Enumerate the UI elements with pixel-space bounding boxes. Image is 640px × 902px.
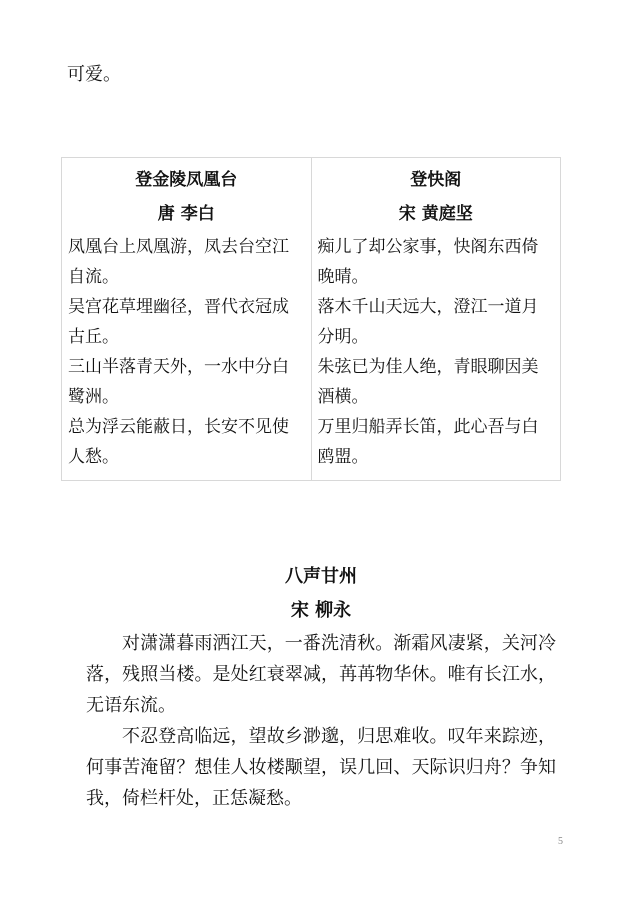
poem-title: 登快阁 [410, 170, 462, 190]
poem-line: 朱弦已为佳人绝，青眼聊因美酒横。 [317, 357, 539, 407]
table-row [62, 158, 561, 481]
ci-author: 宋 柳永 [290, 600, 352, 621]
continuation-text: 可爱。 [67, 64, 121, 85]
poem-comparison-table [61, 157, 561, 481]
poem-cell-left [62, 158, 312, 481]
poem-line: 落木千山天远大，澄江一道月分明。 [317, 297, 539, 347]
ci-title: 八声甘州 [285, 566, 357, 587]
poem-author: 宋 黄庭坚 [398, 204, 473, 224]
ci-paragraph: 不忍登高临远，望故乡渺邈，归思难收。叹年来踪迹，何事苦淹留？想佳人妆楼颙望，误几回、天际识归舟？争知我，倚栏杆处，正恁凝愁。 [86, 726, 556, 809]
poem-author: 唐 李白 [157, 204, 215, 224]
poem-title: 登金陵凤凰台 [135, 170, 238, 190]
ci-section [86, 560, 556, 814]
poem-line: 凤凰台上凤凰游，凤去台空江自流。 [68, 237, 289, 287]
poem-line: 三山半落青天外，一水中分白鹭洲。 [68, 357, 289, 407]
poem-line: 吴宫花草埋幽径，晋代衣冠成古丘。 [68, 297, 289, 347]
poem-line: 万里归船弄长笛，此心吾与白鸥盟。 [317, 417, 539, 467]
ci-paragraph: 对潇潇暮雨洒江天，一番洗清秋。渐霜风凄紧，关河冷落，残照当楼。是处红衰翠减，苒苒物华休。唯有长江水，无语东流。 [86, 633, 556, 716]
poem-line: 总为浮云能蔽日，长安不见使人愁。 [68, 417, 289, 467]
poem-cell-right [311, 158, 561, 481]
poem-line: 痴儿了却公家事，快阁东西倚晚晴。 [317, 237, 539, 287]
page-number: 5 [558, 836, 563, 847]
